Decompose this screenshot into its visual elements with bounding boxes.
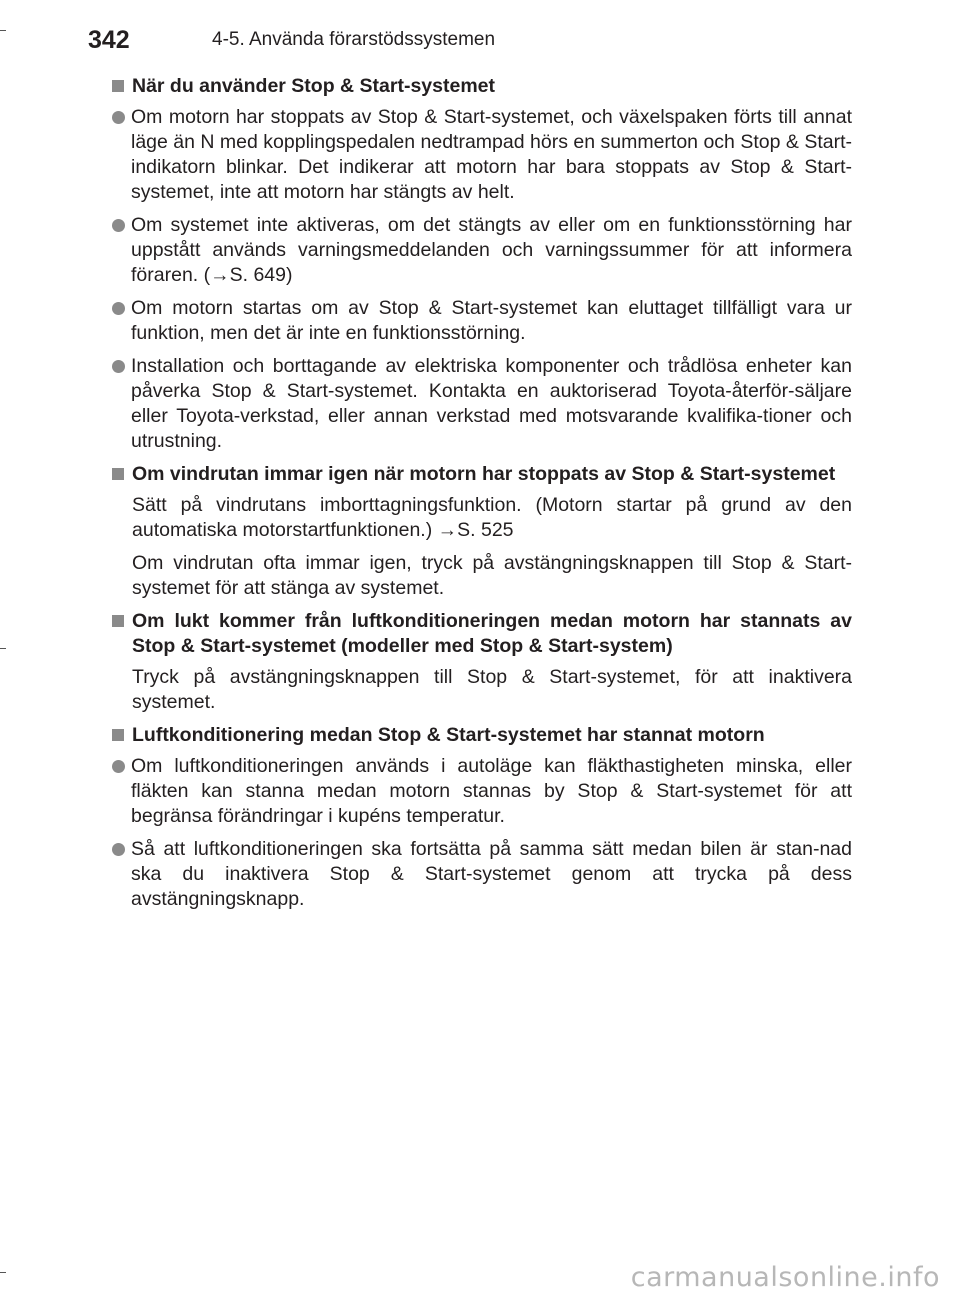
section bbox=[112, 462, 852, 601]
crop-mark bbox=[0, 1272, 6, 1273]
crop-mark bbox=[0, 648, 6, 649]
paragraph: Tryck på avstängningsknappen till Stop & Start-systemet, för att inaktivera systemet. bbox=[132, 666, 852, 713]
circle-bullet-icon bbox=[112, 760, 125, 773]
chapter-title: 4-5. Använda förarstödssystemen bbox=[212, 29, 496, 50]
page-number: 342 bbox=[88, 25, 130, 54]
page-header bbox=[88, 20, 495, 60]
section-heading bbox=[112, 462, 852, 487]
bullet-text: Om motorn har stoppats av Stop & Start-systemet, och växelspaken förts till annat läge än N med kopplingspedalen nedtrampad hörs en summerton och Stop & Start-indikatorn blinkar. Det indikerar att motorn har bara stoppats av Stop & Start-systemet, inte att motorn har stängts av helt. bbox=[131, 106, 852, 203]
circle-bullet-icon bbox=[112, 111, 125, 124]
paragraph: Om vindrutan ofta immar igen, tryck på avstängningsknappen till Stop & Start-systemet för att stänga av systemet. bbox=[132, 552, 852, 599]
circle-bullet-icon bbox=[112, 360, 125, 373]
bullet-item bbox=[112, 754, 852, 829]
section-heading bbox=[112, 74, 852, 99]
bullet-item bbox=[112, 837, 852, 912]
bullet-item bbox=[112, 213, 852, 288]
square-bullet-icon bbox=[112, 80, 124, 92]
watermark: carmanualsonline.info bbox=[630, 1262, 940, 1293]
section bbox=[112, 74, 852, 454]
bullet-text: Så att luftkonditioneringen ska fortsätta på samma sätt medan bilen är stan-nad ska du inaktivera Stop & Start-systemet genom att trycka på dess avstängningsknapp. bbox=[131, 838, 852, 910]
bullet-item bbox=[112, 105, 852, 205]
circle-bullet-icon bbox=[112, 219, 125, 232]
section bbox=[112, 609, 852, 715]
circle-bullet-icon bbox=[112, 302, 125, 315]
crop-mark bbox=[0, 30, 6, 31]
section-heading bbox=[112, 723, 852, 748]
paragraph: Sätt på vindrutans imborttagningsfunktion. (Motorn startar på grund av den automatiska motorstartfunktionen.) →S. 525 bbox=[132, 494, 852, 541]
bullet-text: Om systemet inte aktiveras, om det stängts av eller om en funktionsstörning har uppstått används varningsmeddelanden och varningssummer för att informera föraren. (→S. 649) bbox=[131, 214, 852, 286]
bullet-item bbox=[112, 354, 852, 454]
section-heading-text: Luftkonditionering medan Stop & Start-systemet har stannat motorn bbox=[132, 724, 765, 746]
section-heading-text: Om lukt kommer från luftkonditioneringen medan motorn har stannats av Stop & Start-systemet (modeller med Stop & Start-system) bbox=[132, 610, 852, 657]
bullet-text: Installation och borttagande av elektriska komponenter och trådlösa enheter kan påverka Stop & Start-systemet. Kontakta en auktoriserad Toyota-återför-säljare eller Toyota-verkstad, eller annan verkstad med motsvarande kvalifika-tioner och utrustning. bbox=[131, 355, 852, 452]
square-bullet-icon bbox=[112, 729, 124, 741]
bullet-text: Om luftkonditioneringen används i autoläge kan fläkthastigheten minska, eller fläkten kan stanna medan motorn stannas by Stop & Start-systemet för att begränsa förändringar i kupéns temperatur. bbox=[131, 755, 852, 827]
section bbox=[112, 723, 852, 912]
section-heading-text: Om vindrutan immar igen när motorn har stoppats av Stop & Start-systemet bbox=[132, 463, 836, 485]
bullet-item bbox=[112, 296, 852, 346]
page-content bbox=[112, 74, 852, 920]
section-heading bbox=[112, 609, 852, 659]
square-bullet-icon bbox=[112, 468, 124, 480]
bullet-text: Om motorn startas om av Stop & Start-systemet kan eluttaget tillfälligt vara ur funktion, men det är inte en funktionsstörning. bbox=[131, 297, 852, 344]
section-heading-text: När du använder Stop & Start-systemet bbox=[132, 75, 496, 97]
circle-bullet-icon bbox=[112, 843, 125, 856]
square-bullet-icon bbox=[112, 615, 124, 627]
